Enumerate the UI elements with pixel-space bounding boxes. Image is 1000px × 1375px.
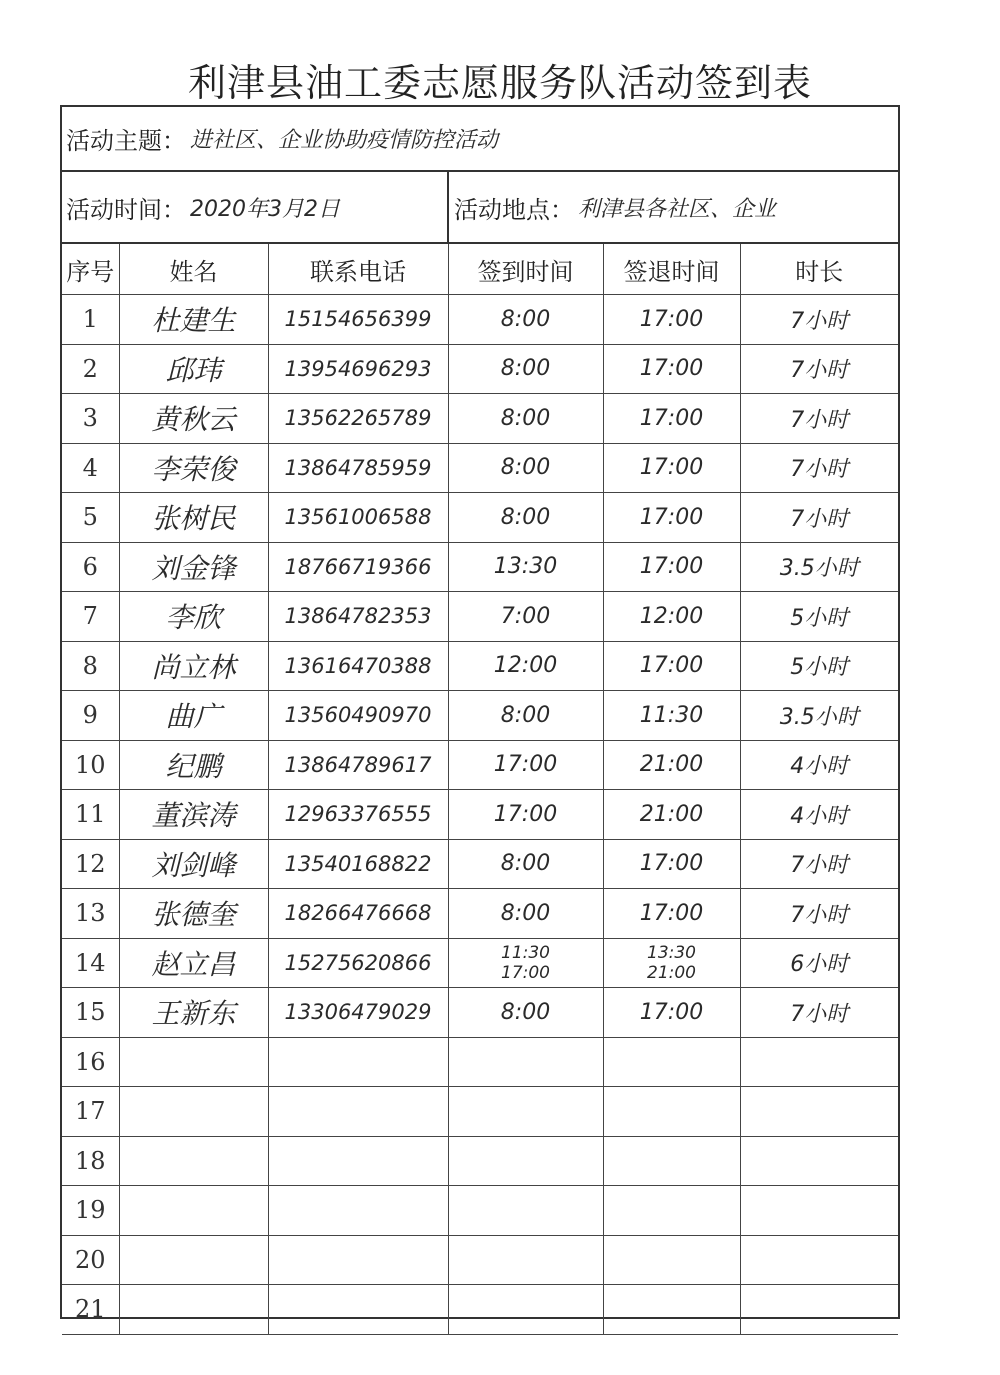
duration-cell: 5小时 (740, 592, 898, 642)
phone-cell (268, 1235, 448, 1285)
name-cell (119, 1285, 268, 1335)
table-row (62, 493, 898, 543)
table-row (62, 1186, 898, 1236)
table-row (62, 1037, 898, 1087)
duration-cell: 7小时 (740, 344, 898, 394)
seq-cell: 13 (62, 889, 119, 939)
header-row (62, 244, 898, 295)
signout-cell: 21:00 (603, 790, 740, 840)
table-row (62, 592, 898, 642)
signin-cell (448, 1285, 603, 1335)
signout-cell: 21:00 (603, 740, 740, 790)
phone-cell: 13562265789 (268, 394, 448, 444)
name-cell: 尚立林 (119, 641, 268, 691)
signin-cell: 12:00 (448, 641, 603, 691)
location-cell (454, 172, 776, 242)
signout-cell: 17:00 (603, 839, 740, 889)
name-cell: 邱玮 (119, 344, 268, 394)
phone-cell: 18266476668 (268, 889, 448, 939)
seq-cell: 19 (62, 1186, 119, 1236)
signin-cell (448, 1136, 603, 1186)
signin-cell: 17:00 (448, 740, 603, 790)
name-cell: 董滨涛 (119, 790, 268, 840)
table-row (62, 1136, 898, 1186)
duration-cell (740, 1136, 898, 1186)
name-cell: 李欣 (119, 592, 268, 642)
table-row (62, 988, 898, 1038)
seq-cell: 14 (62, 938, 119, 988)
signin-cell: 7:00 (448, 592, 603, 642)
phone-cell: 13540168822 (268, 839, 448, 889)
duration-cell (740, 1186, 898, 1236)
phone-cell: 13864785959 (268, 443, 448, 493)
signin-cell: 8:00 (448, 344, 603, 394)
signout-cell: 17:00 (603, 493, 740, 543)
name-cell: 纪鹏 (119, 740, 268, 790)
signout-time-second: 21:00 (647, 962, 696, 983)
signout-cell (603, 1235, 740, 1285)
seq-cell: 4 (62, 443, 119, 493)
signin-cell: 8:00 (448, 691, 603, 741)
duration-cell: 4小时 (740, 790, 898, 840)
signin-cell (448, 1087, 603, 1137)
phone-cell: 13561006588 (268, 493, 448, 543)
table-row (62, 938, 898, 988)
signout-cell: 17:00 (603, 641, 740, 691)
seq-cell: 18 (62, 1136, 119, 1186)
name-cell: 张树民 (119, 493, 268, 543)
table-row (62, 1235, 898, 1285)
phone-cell: 13306479029 (268, 988, 448, 1038)
name-cell: 王新东 (119, 988, 268, 1038)
phone-cell: 12963376555 (268, 790, 448, 840)
header-seq: 序号 (62, 244, 119, 295)
seq-cell: 1 (62, 295, 119, 345)
signout-cell (603, 1136, 740, 1186)
phone-cell (268, 1285, 448, 1335)
phone-cell: 13616470388 (268, 641, 448, 691)
signout-cell (603, 1087, 740, 1137)
info-divider (447, 172, 449, 242)
header-signout-time: 签退时间 (603, 244, 740, 295)
duration-cell: 7小时 (740, 493, 898, 543)
topic-label: 活动主题： (66, 127, 186, 155)
header-name: 姓名 (119, 244, 268, 295)
table-row (62, 839, 898, 889)
table-row (62, 1285, 898, 1335)
duration-cell: 7小时 (740, 443, 898, 493)
seq-cell: 6 (62, 542, 119, 592)
signin-cell (448, 938, 603, 988)
duration-cell (740, 1235, 898, 1285)
seq-cell: 16 (62, 1037, 119, 1087)
signin-cell: 13:30 (448, 542, 603, 592)
table-row (62, 790, 898, 840)
duration-cell: 7小时 (740, 839, 898, 889)
topic-cell (66, 107, 498, 170)
signin-cell: 8:00 (448, 839, 603, 889)
location-label: 活动地点： (454, 195, 574, 224)
phone-cell: 15275620866 (268, 938, 448, 988)
seq-cell: 7 (62, 592, 119, 642)
phone-cell: 13954696293 (268, 344, 448, 394)
info-row (62, 172, 898, 244)
table-row (62, 641, 898, 691)
topic-row (62, 107, 898, 172)
signin-two-line (449, 943, 603, 983)
name-cell: 赵立昌 (119, 938, 268, 988)
seq-cell: 9 (62, 691, 119, 741)
signin-cell: 8:00 (448, 988, 603, 1038)
duration-cell: 7小时 (740, 889, 898, 939)
table-row (62, 740, 898, 790)
time-cell (66, 172, 340, 242)
table-row (62, 394, 898, 444)
signin-sheet (60, 105, 900, 1324)
signout-cell: 17:00 (603, 542, 740, 592)
signout-cell (603, 938, 740, 988)
signin-cell (448, 1037, 603, 1087)
page-title: 利津县油工委志愿服务队活动签到表 (187, 61, 812, 105)
seq-cell: 2 (62, 344, 119, 394)
duration-cell: 7小时 (740, 988, 898, 1038)
table-row (62, 295, 898, 345)
signin-cell: 8:00 (448, 394, 603, 444)
duration-cell: 3.5小时 (740, 542, 898, 592)
signin-cell (448, 1235, 603, 1285)
seq-cell: 11 (62, 790, 119, 840)
header-signin-time: 签到时间 (448, 244, 603, 295)
phone-cell: 13864782353 (268, 592, 448, 642)
duration-cell: 7小时 (740, 394, 898, 444)
time-value: 2020年3月2日 (190, 196, 340, 222)
phone-cell (268, 1087, 448, 1137)
duration-cell: 4小时 (740, 740, 898, 790)
phone-cell (268, 1037, 448, 1087)
seq-cell: 3 (62, 394, 119, 444)
table-row (62, 691, 898, 741)
name-cell: 黄秋云 (119, 394, 268, 444)
phone-cell: 13560490970 (268, 691, 448, 741)
name-cell: 刘剑峰 (119, 839, 268, 889)
duration-cell (740, 1037, 898, 1087)
seq-cell: 21 (62, 1285, 119, 1335)
seq-cell: 8 (62, 641, 119, 691)
header-duration: 时长 (740, 244, 898, 295)
signout-cell: 17:00 (603, 988, 740, 1038)
phone-cell (268, 1136, 448, 1186)
name-cell: 杜建生 (119, 295, 268, 345)
duration-cell: 5小时 (740, 641, 898, 691)
duration-cell: 7小时 (740, 295, 898, 345)
duration-cell: 3.5小时 (740, 691, 898, 741)
signin-cell: 8:00 (448, 443, 603, 493)
seq-cell: 17 (62, 1087, 119, 1137)
name-cell (119, 1235, 268, 1285)
phone-cell: 18766719366 (268, 542, 448, 592)
signin-cell: 8:00 (448, 493, 603, 543)
signout-two-line (604, 943, 740, 983)
seq-cell: 10 (62, 740, 119, 790)
signout-cell (603, 1037, 740, 1087)
signout-cell: 12:00 (603, 592, 740, 642)
duration-cell (740, 1087, 898, 1137)
time-label: 活动时间： (66, 195, 186, 224)
signin-cell (448, 1186, 603, 1236)
signout-cell: 17:00 (603, 889, 740, 939)
name-cell: 李荣俊 (119, 443, 268, 493)
duration-cell (740, 1285, 898, 1335)
name-cell (119, 1186, 268, 1236)
name-cell (119, 1037, 268, 1087)
phone-cell (268, 1186, 448, 1236)
seq-cell: 12 (62, 839, 119, 889)
signin-cell: 8:00 (448, 295, 603, 345)
signout-cell (603, 1285, 740, 1335)
table-row (62, 542, 898, 592)
location-value: 利津县各社区、企业 (578, 196, 777, 222)
signout-cell: 17:00 (603, 295, 740, 345)
topic-value: 进社区、企业协助疫情防控活动 (190, 128, 499, 153)
table-row (62, 344, 898, 394)
seq-cell: 20 (62, 1235, 119, 1285)
name-cell: 张德奎 (119, 889, 268, 939)
name-cell (119, 1087, 268, 1137)
signout-cell: 11:30 (603, 691, 740, 741)
name-cell: 刘金锋 (119, 542, 268, 592)
signin-table (62, 244, 898, 1335)
phone-cell: 13864789617 (268, 740, 448, 790)
header-phone: 联系电话 (268, 244, 448, 295)
signin-time-first: 11:30 (501, 942, 550, 963)
table-row (62, 1087, 898, 1137)
table-row (62, 889, 898, 939)
signin-cell: 8:00 (448, 889, 603, 939)
name-cell: 曲广 (119, 691, 268, 741)
signout-cell: 17:00 (603, 443, 740, 493)
table-row (62, 443, 898, 493)
seq-cell: 5 (62, 493, 119, 543)
signout-cell: 17:00 (603, 394, 740, 444)
signin-time-second: 17:00 (501, 962, 550, 983)
seq-cell: 15 (62, 988, 119, 1038)
duration-cell: 6小时 (740, 938, 898, 988)
name-cell (119, 1136, 268, 1186)
signout-cell: 17:00 (603, 344, 740, 394)
signout-cell (603, 1186, 740, 1236)
signout-time-first: 13:30 (647, 942, 696, 963)
phone-cell: 15154656399 (268, 295, 448, 345)
signin-cell: 17:00 (448, 790, 603, 840)
